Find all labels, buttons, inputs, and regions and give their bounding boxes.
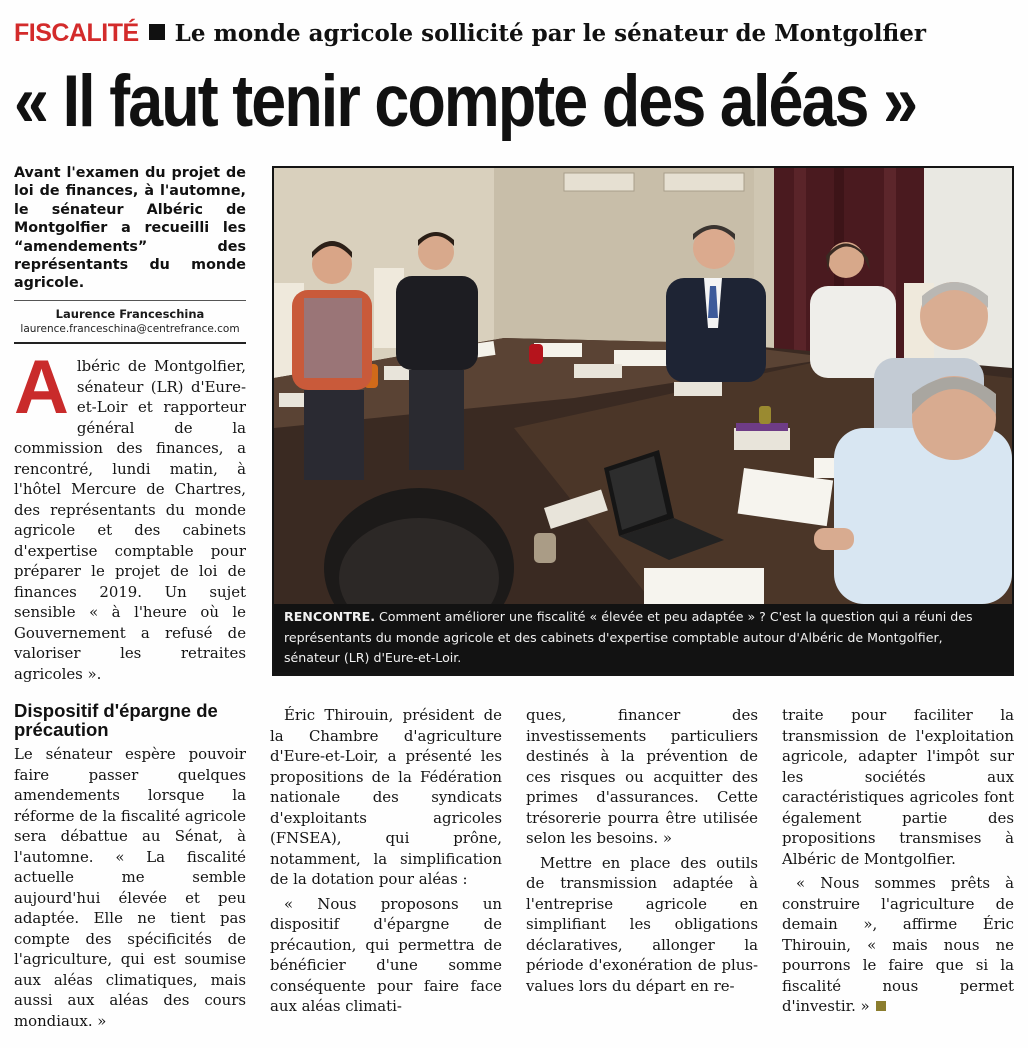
category-label: FISCALITÉ bbox=[14, 19, 139, 47]
article-column-3 bbox=[526, 705, 758, 1035]
author-email: laurence.franceschina@centrefrance.com bbox=[20, 323, 240, 335]
article-paragraph: Éric Thirouin, président de la Chambre d'agriculture d'Eure-et-Loir, a présenté les propositions de la Fédération nationale des syndicats d'exploitants agricoles (FNSEA), qui prône, notamment, la simplification de la dotation pour aléas : bbox=[270, 706, 502, 888]
article-column-1 bbox=[14, 744, 246, 1038]
divider bbox=[14, 342, 246, 344]
kicker bbox=[14, 16, 926, 50]
meeting-photo-image bbox=[274, 168, 1012, 604]
divider bbox=[14, 300, 246, 301]
separator-square-icon bbox=[149, 24, 165, 40]
kicker-subtitle: Le monde agricole sollicité par le sénateur de Montgolfier bbox=[174, 20, 926, 47]
intro-paragraph: Avant l'examen du projet de loi de finances, à l'automne, le sénateur Albéric de Montgolfier a recueilli les “amendements” des représentants du monde agricole. bbox=[14, 165, 246, 292]
headline: « Il faut tenir compte des aléas » bbox=[14, 61, 917, 142]
caption-label: RENCONTRE. bbox=[284, 609, 376, 624]
article-paragraph bbox=[782, 873, 1014, 1017]
lead-paragraph bbox=[14, 345, 246, 688]
article-paragraph: ques, financer des investissements particuliers destinés à la prévention de ces risques ou acquitter des primes d'assurances. Cette trésorerie pourra être utilisée selon les besoins. » bbox=[526, 706, 758, 847]
article-column-4 bbox=[782, 705, 1014, 1035]
author-name: Laurence Franceschina bbox=[55, 307, 205, 321]
section-subhead: Dispositif d'épargne de précaution bbox=[14, 700, 218, 740]
meeting-photo bbox=[272, 166, 1014, 676]
caption-text: Comment améliorer une fiscalité « élevée et peu adaptée » ? C'est la question qui a réuni des représentants du monde agricole et des cabinets d'expertise comptable autour d'Albéric de Montgolfier, sénateur (LR) d'Eure-et-Loir. bbox=[284, 609, 973, 665]
article-column-2 bbox=[270, 705, 502, 1035]
article-paragraph: Mettre en place des outils de transmission adaptée à l'entreprise agricole en simplifiant les obligations déclaratives, allonger la période d'exonération de plus-values lors du départ en re- bbox=[526, 853, 758, 995]
dropcap: A bbox=[14, 345, 69, 430]
photo-caption bbox=[274, 604, 1010, 672]
article-paragraph: Le sénateur espère pouvoir faire passer quelques amendements lorsque la réforme de la fiscalité agricole sera débattue au Sénat, à l'automne. « La fiscalité actuelle me semble aujourd'hui élevée et peu adaptée. Elle ne tient pas compte des spécificités de l'agriculture, qui est soumise aux aléas climatiques, mais aussi aux aléas des cours mondiaux. » bbox=[14, 745, 246, 1030]
end-mark-icon bbox=[876, 1001, 886, 1011]
article-paragraph: traite pour faciliter la transmission de l'exploitation agricole, adapter l'impôt sur les sociétés aux caractéristiques agricoles font également partie des propositions transmises à Albéric de Montgolfier. bbox=[782, 706, 1014, 868]
lead-text: lbéric de Montgolfier, sénateur (LR) d'Eure-et-Loir et rapporteur général de la commission des finances, a rencontré, lundi matin, à l'hôtel Mercure de Chartres, des représentants du monde agricole et des cabinets d'expertise comptable pour préparer le projet de loi de finances 2019. Un sujet sensible « à l'heure où le Gouvernement a refusé de valoriser les retraites agricoles ». bbox=[14, 357, 246, 683]
closing-quote: « Nous sommes prêts à construire l'agriculture de demain », affirme Éric Thirouin, « mais nous ne pourrons le faire que si la fiscalité nous permet d'investir. » bbox=[782, 874, 1014, 1015]
article-paragraph: « Nous proposons un dispositif d'épargne de précaution, qui permettra de bénéficier d'une somme conséquente pour faire face aux aléas climati- bbox=[270, 894, 502, 1015]
